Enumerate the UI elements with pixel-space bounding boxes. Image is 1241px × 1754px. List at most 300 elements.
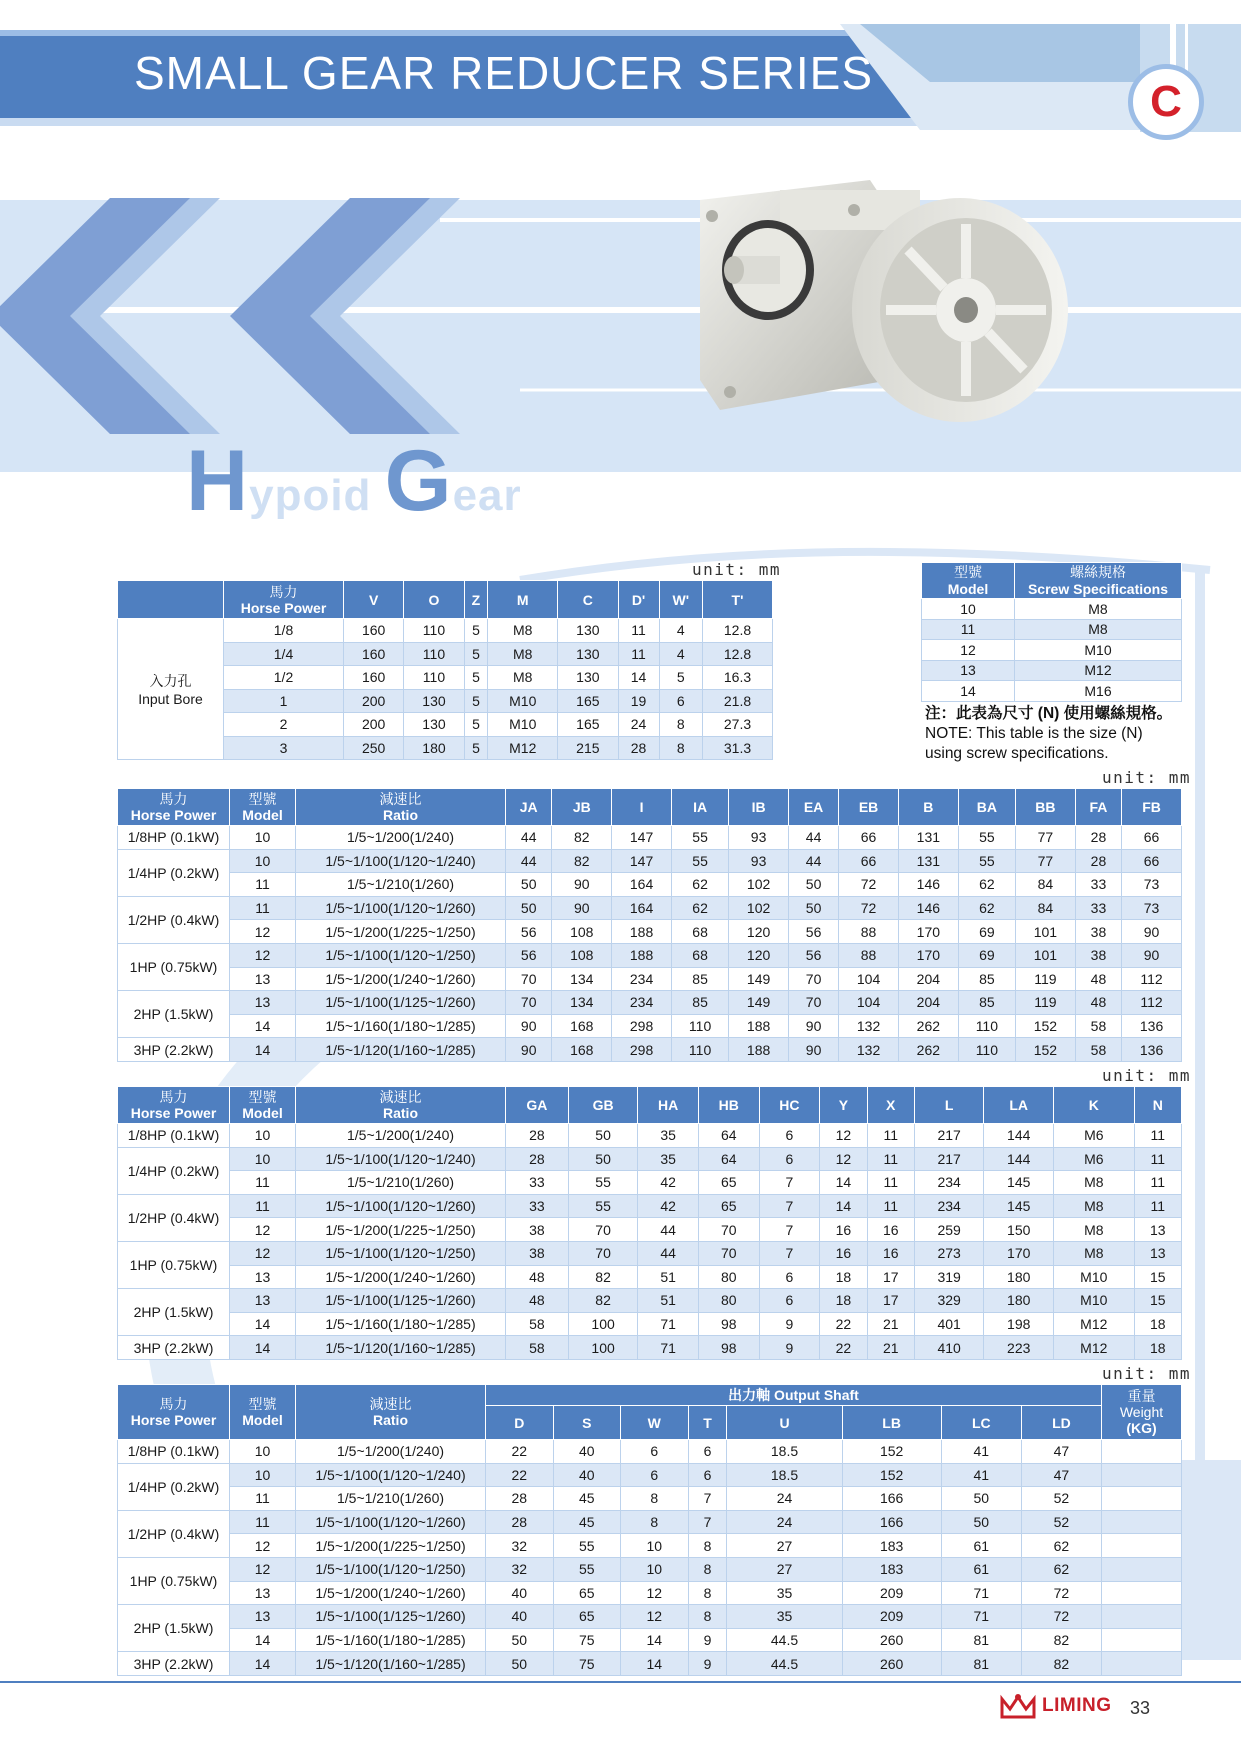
- table-cell: 98: [698, 1336, 759, 1360]
- table-cell: 6: [688, 1440, 727, 1464]
- ratio-cell: 1/5~1/200(1/240~1/260): [296, 967, 506, 991]
- table-row: [118, 1265, 1182, 1289]
- ratio-cell: 1/5~1/100(1/120~1/240): [296, 1147, 506, 1171]
- hp-header-en: Horse Power: [130, 807, 217, 823]
- table-cell: 168: [552, 1014, 612, 1038]
- table-cell: 18: [1134, 1312, 1181, 1336]
- table-cell: 146: [898, 873, 958, 897]
- table-cell: 22: [486, 1463, 554, 1487]
- table-cell: 65: [553, 1581, 621, 1605]
- ratio-cell: 1/5~1/160(1/180~1/285): [296, 1628, 486, 1652]
- table-cell: 165: [558, 713, 618, 737]
- table-cell: M12: [1053, 1336, 1134, 1360]
- ratio-cell: 1/5~1/160(1/180~1/285): [296, 1014, 506, 1038]
- ratio-cell: 1/5~1/200(1/240): [296, 1440, 486, 1464]
- table-cell: 6: [759, 1124, 820, 1148]
- hp-label: 1/2HP (0.4kW): [118, 1194, 230, 1241]
- table-cell: 12: [820, 1147, 867, 1171]
- col-header: D: [486, 1406, 554, 1440]
- table-cell: 5: [464, 619, 488, 643]
- table-cell: 44: [638, 1218, 699, 1242]
- table-cell: 35: [727, 1605, 842, 1629]
- col-header: IB: [729, 789, 789, 826]
- table-cell: 12.8: [703, 642, 773, 666]
- table-cell: 298: [612, 1014, 672, 1038]
- table-cell: 152: [1015, 1014, 1075, 1038]
- model-cell: 10: [230, 1440, 296, 1464]
- table-row: [118, 896, 1182, 920]
- table-cell: 56: [788, 920, 838, 944]
- table-cell: 401: [914, 1312, 984, 1336]
- table-cell: 7: [759, 1194, 820, 1218]
- col-header: Z: [464, 581, 488, 619]
- table-cell: 1/4: [224, 642, 344, 666]
- hp-label: 3HP (2.2kW): [118, 1652, 230, 1676]
- table-cell: 12: [922, 640, 1015, 661]
- table-cell: 170: [984, 1241, 1054, 1265]
- table-cell: 8: [688, 1534, 727, 1558]
- col-header: HA: [638, 1087, 699, 1124]
- table-cell: 61: [941, 1534, 1021, 1558]
- table-cell: 70: [788, 967, 838, 991]
- screw-note: [925, 704, 1172, 764]
- table-cell: M8: [1053, 1194, 1134, 1218]
- table-cell: 260: [842, 1628, 941, 1652]
- table-cell: 11: [1134, 1124, 1181, 1148]
- table-cell: 22: [486, 1440, 554, 1464]
- table-cell: 72: [1021, 1605, 1101, 1629]
- table-cell: 75: [553, 1628, 621, 1652]
- model-cell: 12: [230, 943, 296, 967]
- table-cell: 70: [698, 1241, 759, 1265]
- table-cell: 55: [958, 849, 1015, 873]
- table-row: [118, 1534, 1182, 1558]
- hp-header: [118, 1385, 230, 1440]
- model-cell: 14: [230, 1652, 296, 1676]
- hp-header-cn: 馬力: [159, 791, 188, 807]
- table-cell: 50: [788, 896, 838, 920]
- table-cell: 8: [621, 1487, 689, 1511]
- table-cell: 10: [922, 599, 1015, 620]
- col-header: B: [898, 789, 958, 826]
- table-row: [118, 1581, 1182, 1605]
- table-cell: 66: [839, 826, 899, 850]
- hp-label: 2HP (1.5kW): [118, 991, 230, 1038]
- table-cell: 18: [1134, 1336, 1181, 1360]
- table-cell: 16: [867, 1241, 914, 1265]
- table-cell: 80: [698, 1289, 759, 1313]
- table-cell: 112: [1122, 967, 1182, 991]
- table-cell: 188: [612, 920, 672, 944]
- table-cell: 15: [1134, 1289, 1181, 1313]
- table-cell: M8: [488, 666, 558, 690]
- table-cell: 150: [984, 1218, 1054, 1242]
- table-cell: 27: [727, 1557, 842, 1581]
- table-cell: 18: [820, 1265, 867, 1289]
- col-header: LB: [842, 1406, 941, 1440]
- note-en-2: using screw specifications.: [925, 745, 1109, 762]
- weight-cell: [1102, 1510, 1182, 1534]
- table-cell: 24: [727, 1487, 842, 1511]
- table-cell: 8: [688, 1605, 727, 1629]
- table-cell: 102: [729, 896, 789, 920]
- table-cell: 93: [729, 826, 789, 850]
- table-cell: 55: [553, 1557, 621, 1581]
- table-cell: 64: [698, 1124, 759, 1148]
- table-cell: 132: [839, 1014, 899, 1038]
- col-header: U: [727, 1406, 842, 1440]
- table-cell: 38: [506, 1218, 569, 1242]
- table-cell: 14: [820, 1171, 867, 1195]
- table-cell: 209: [842, 1605, 941, 1629]
- model-cell: 14: [230, 1336, 296, 1360]
- hp-label: 1HP (0.75kW): [118, 1241, 230, 1288]
- table-cell: 82: [1021, 1628, 1101, 1652]
- table-cell: 14: [922, 681, 1015, 702]
- table-cell: 13: [1134, 1241, 1181, 1265]
- col-header: EB: [839, 789, 899, 826]
- table-row: [118, 1289, 1182, 1313]
- table-cell: 209: [842, 1581, 941, 1605]
- unit-label-4: unit: mm: [1102, 1364, 1192, 1383]
- table-cell: 62: [1021, 1557, 1101, 1581]
- table-cell: 18.5: [727, 1463, 842, 1487]
- col-header: W': [659, 581, 702, 619]
- table-cell: 16: [867, 1218, 914, 1242]
- col-header: S: [553, 1406, 621, 1440]
- table-cell: 81: [941, 1628, 1021, 1652]
- col-header: GB: [568, 1087, 638, 1124]
- table-cell: 273: [914, 1241, 984, 1265]
- table-cell: 28: [486, 1510, 554, 1534]
- col-header: W: [621, 1406, 689, 1440]
- table-row: [118, 991, 1182, 1015]
- table-cell: 45: [553, 1510, 621, 1534]
- col-header: HC: [759, 1087, 820, 1124]
- table-cell: 14: [621, 1628, 689, 1652]
- ratio-cell: 1/5~1/200(1/225~1/250): [296, 1534, 486, 1558]
- table-cell: 17: [867, 1289, 914, 1313]
- table-cell: 62: [1021, 1534, 1101, 1558]
- table-row: [118, 1171, 1182, 1195]
- model-header-en: Model: [242, 1105, 283, 1121]
- table-cell: 5: [464, 713, 488, 737]
- table-cell: 52: [1021, 1510, 1101, 1534]
- table-cell: 24: [727, 1510, 842, 1534]
- table-row: [922, 681, 1182, 702]
- table-cell: 62: [958, 896, 1015, 920]
- table-cell: 58: [1075, 1038, 1121, 1062]
- col-header: N: [1134, 1087, 1181, 1124]
- table-cell: 22: [820, 1336, 867, 1360]
- table-cell: 71: [638, 1336, 699, 1360]
- table-cell: 35: [638, 1147, 699, 1171]
- table-cell: 8: [659, 713, 702, 737]
- table-cell: 50: [788, 873, 838, 897]
- table-cell: 2: [224, 713, 344, 737]
- table-cell: 12: [621, 1605, 689, 1629]
- table-cell: 28: [1075, 826, 1121, 850]
- table-cell: 33: [506, 1194, 569, 1218]
- table-cell: 17: [867, 1265, 914, 1289]
- ratio-header-en: Ratio: [383, 1105, 418, 1121]
- hp-header-en: Horse Power: [240, 599, 327, 616]
- table-cell: 70: [788, 991, 838, 1015]
- input-bore-label-cn: 入力孔: [149, 673, 192, 689]
- table-cell: M10: [1053, 1265, 1134, 1289]
- screw-spec-table: [921, 562, 1182, 702]
- table-cell: 75: [553, 1652, 621, 1676]
- input-bore-label-en: Input Bore: [138, 691, 203, 707]
- table-cell: 18.5: [727, 1440, 842, 1464]
- ratio-header-cn: 減速比: [379, 791, 422, 807]
- table-cell: 44: [506, 849, 552, 873]
- model-cell: 12: [230, 920, 296, 944]
- table-cell: 11: [867, 1194, 914, 1218]
- table-cell: 13: [1134, 1218, 1181, 1242]
- table-cell: 70: [506, 991, 552, 1015]
- table-cell: 50: [568, 1124, 638, 1148]
- table-cell: 85: [671, 967, 728, 991]
- table-cell: 24: [618, 713, 659, 737]
- table-cell: 19: [618, 689, 659, 713]
- model-cell: 13: [230, 1265, 296, 1289]
- hp-label: 2HP (1.5kW): [118, 1289, 230, 1336]
- unit-label-1: unit: mm: [692, 560, 782, 579]
- table-cell: 259: [914, 1218, 984, 1242]
- liming-logo-icon: [1000, 1693, 1036, 1719]
- table-cell: 131: [898, 849, 958, 873]
- table-cell: 40: [553, 1440, 621, 1464]
- model-cell: 11: [230, 1171, 296, 1195]
- table-cell: 13: [922, 660, 1015, 681]
- table-cell: 262: [898, 1014, 958, 1038]
- table-cell: 21: [867, 1336, 914, 1360]
- table-row: [118, 920, 1182, 944]
- weight-cell: [1102, 1440, 1182, 1464]
- table-cell: 48: [1075, 991, 1121, 1015]
- ratio-cell: 1/5~1/160(1/180~1/285): [296, 1312, 506, 1336]
- table-cell: 11: [867, 1124, 914, 1148]
- hp-label: 1/8HP (0.1kW): [118, 826, 230, 850]
- table-cell: 84: [1015, 873, 1075, 897]
- hero-heading: [186, 432, 522, 531]
- model-cell: 14: [230, 1014, 296, 1038]
- table-cell: 144: [984, 1147, 1054, 1171]
- table-cell: 166: [842, 1487, 941, 1511]
- col-header: O: [404, 581, 464, 619]
- table-cell: 188: [612, 943, 672, 967]
- table-cell: 40: [553, 1463, 621, 1487]
- table-cell: 40: [486, 1581, 554, 1605]
- col-header: M: [488, 581, 558, 619]
- model-header-en: Model: [947, 580, 989, 597]
- ratio-header-cn: 減速比: [379, 1089, 422, 1105]
- gear-reducer-image: [690, 180, 1070, 440]
- table-cell: 6: [759, 1265, 820, 1289]
- col-header: BA: [958, 789, 1015, 826]
- table-cell: 11: [867, 1147, 914, 1171]
- model-cell: 11: [230, 1510, 296, 1534]
- table-cell: 101: [1015, 920, 1075, 944]
- table-cell: 22: [820, 1312, 867, 1336]
- table-cell: 35: [727, 1581, 842, 1605]
- table-cell: 1/2: [224, 666, 344, 690]
- hp-header-en: Horse Power: [130, 1412, 217, 1428]
- table-cell: 234: [914, 1194, 984, 1218]
- table-cell: 149: [729, 991, 789, 1015]
- table-cell: 262: [898, 1038, 958, 1062]
- table-cell: 69: [958, 943, 1015, 967]
- table-cell: 71: [941, 1581, 1021, 1605]
- table-cell: 170: [898, 943, 958, 967]
- model-cell: 12: [230, 1557, 296, 1581]
- table-cell: 50: [486, 1628, 554, 1652]
- col-header: T': [703, 581, 773, 619]
- table-cell: 234: [914, 1171, 984, 1195]
- weight-cell: [1102, 1487, 1182, 1511]
- col-header: IA: [671, 789, 728, 826]
- ratio-cell: 1/5~1/100(1/120~1/250): [296, 1241, 506, 1265]
- table-cell: 200: [344, 713, 404, 737]
- table-cell: 90: [1122, 943, 1182, 967]
- col-header: FB: [1122, 789, 1182, 826]
- table-cell: 1/8: [224, 619, 344, 643]
- table-cell: 81: [941, 1652, 1021, 1676]
- table-cell: 27.3: [703, 713, 773, 737]
- table-cell: 42: [638, 1194, 699, 1218]
- table-row: [118, 1218, 1182, 1242]
- table-cell: 152: [842, 1463, 941, 1487]
- table-cell: 120: [729, 943, 789, 967]
- table-cell: 56: [506, 920, 552, 944]
- table-cell: 160: [344, 642, 404, 666]
- table-cell: 101: [1015, 943, 1075, 967]
- table-row: [118, 1628, 1182, 1652]
- col-header: V: [344, 581, 404, 619]
- table-cell: 223: [984, 1336, 1054, 1360]
- col-header: LA: [984, 1087, 1054, 1124]
- table-cell: 168: [552, 1038, 612, 1062]
- col-header: I: [612, 789, 672, 826]
- model-header: [230, 1385, 296, 1440]
- table-row: [118, 1038, 1182, 1062]
- ratio-header-en: Ratio: [383, 807, 418, 823]
- table-cell: 298: [612, 1038, 672, 1062]
- model-cell: 14: [230, 1628, 296, 1652]
- table-row: [118, 826, 1182, 850]
- table-cell: 21.8: [703, 689, 773, 713]
- model-header-cn: 型號: [248, 1396, 277, 1412]
- dimension-table-j: [117, 788, 1182, 1062]
- model-cell: 11: [230, 873, 296, 897]
- hp-label: 1/4HP (0.2kW): [118, 849, 230, 896]
- table-cell: 1: [224, 689, 344, 713]
- ratio-cell: 1/5~1/100(1/120~1/260): [296, 896, 506, 920]
- col-header: JB: [552, 789, 612, 826]
- table-cell: 88: [839, 943, 899, 967]
- table-cell: 40: [486, 1605, 554, 1629]
- table-cell: M10: [488, 689, 558, 713]
- page-title: SMALL GEAR REDUCER SERIES: [134, 47, 874, 99]
- table-cell: 8: [659, 736, 702, 760]
- table-cell: M8: [1053, 1171, 1134, 1195]
- table-row: [118, 1557, 1182, 1581]
- table-cell: 6: [759, 1289, 820, 1313]
- table-cell: 55: [568, 1171, 638, 1195]
- table-cell: 165: [558, 689, 618, 713]
- table-cell: 55: [553, 1534, 621, 1558]
- model-header: [230, 789, 296, 826]
- table-cell: M8: [1053, 1241, 1134, 1265]
- ratio-cell: 1/5~1/100(1/120~1/260): [296, 1510, 486, 1534]
- table-cell: 70: [506, 967, 552, 991]
- table-cell: 7: [688, 1487, 727, 1511]
- table-cell: 41: [941, 1440, 1021, 1464]
- ratio-header-en: Ratio: [373, 1412, 408, 1428]
- table-cell: 44: [506, 826, 552, 850]
- table-cell: 70: [568, 1241, 638, 1265]
- table-cell: 50: [941, 1510, 1021, 1534]
- table-cell: 82: [552, 826, 612, 850]
- table-row: [118, 1124, 1182, 1148]
- model-cell: 12: [230, 1534, 296, 1558]
- ratio-cell: 1/5~1/200(1/240~1/260): [296, 1265, 506, 1289]
- table-cell: 33: [1075, 873, 1121, 897]
- table-cell: 11: [1134, 1171, 1181, 1195]
- table-cell: 3: [224, 736, 344, 760]
- table-cell: 8: [688, 1557, 727, 1581]
- table-cell: 16: [820, 1241, 867, 1265]
- col-header: K: [1053, 1087, 1134, 1124]
- col-header: JA: [506, 789, 552, 826]
- table-cell: 10: [621, 1557, 689, 1581]
- table-cell: 72: [839, 896, 899, 920]
- table-cell: 217: [914, 1124, 984, 1148]
- input-bore-label: [118, 619, 224, 760]
- model-cell: 10: [230, 849, 296, 873]
- col-header: L: [914, 1087, 984, 1124]
- table-cell: 104: [839, 967, 899, 991]
- table-cell: M12: [1015, 660, 1182, 681]
- table-cell: M6: [1053, 1147, 1134, 1171]
- hp-header: [118, 789, 230, 826]
- table-cell: 6: [659, 689, 702, 713]
- table-cell: 147: [612, 849, 672, 873]
- table-row: [118, 1487, 1182, 1511]
- hp-header-cn: 馬力: [159, 1396, 188, 1412]
- hp-label: 2HP (1.5kW): [118, 1605, 230, 1652]
- table-cell: M10: [1053, 1289, 1134, 1313]
- col-header: FA: [1075, 789, 1121, 826]
- model-cell: 13: [230, 1605, 296, 1629]
- table-cell: 204: [898, 967, 958, 991]
- hp-header-cn: 馬力: [269, 583, 298, 600]
- table-cell: 21: [867, 1312, 914, 1336]
- table-cell: 38: [1075, 943, 1121, 967]
- table-cell: 16.3: [703, 666, 773, 690]
- table-cell: 47: [1021, 1463, 1101, 1487]
- table-cell: M8: [488, 619, 558, 643]
- note-cn: 注：此表為尺寸 (N) 使用螺絲規格。: [925, 705, 1173, 722]
- table-cell: 104: [839, 991, 899, 1015]
- brand-logo: [1000, 1693, 1112, 1719]
- table-cell: 110: [404, 666, 464, 690]
- table-row: [922, 599, 1182, 620]
- table-cell: 108: [552, 920, 612, 944]
- note-en-1: NOTE: This table is the size (N): [925, 725, 1143, 742]
- table-cell: 88: [839, 920, 899, 944]
